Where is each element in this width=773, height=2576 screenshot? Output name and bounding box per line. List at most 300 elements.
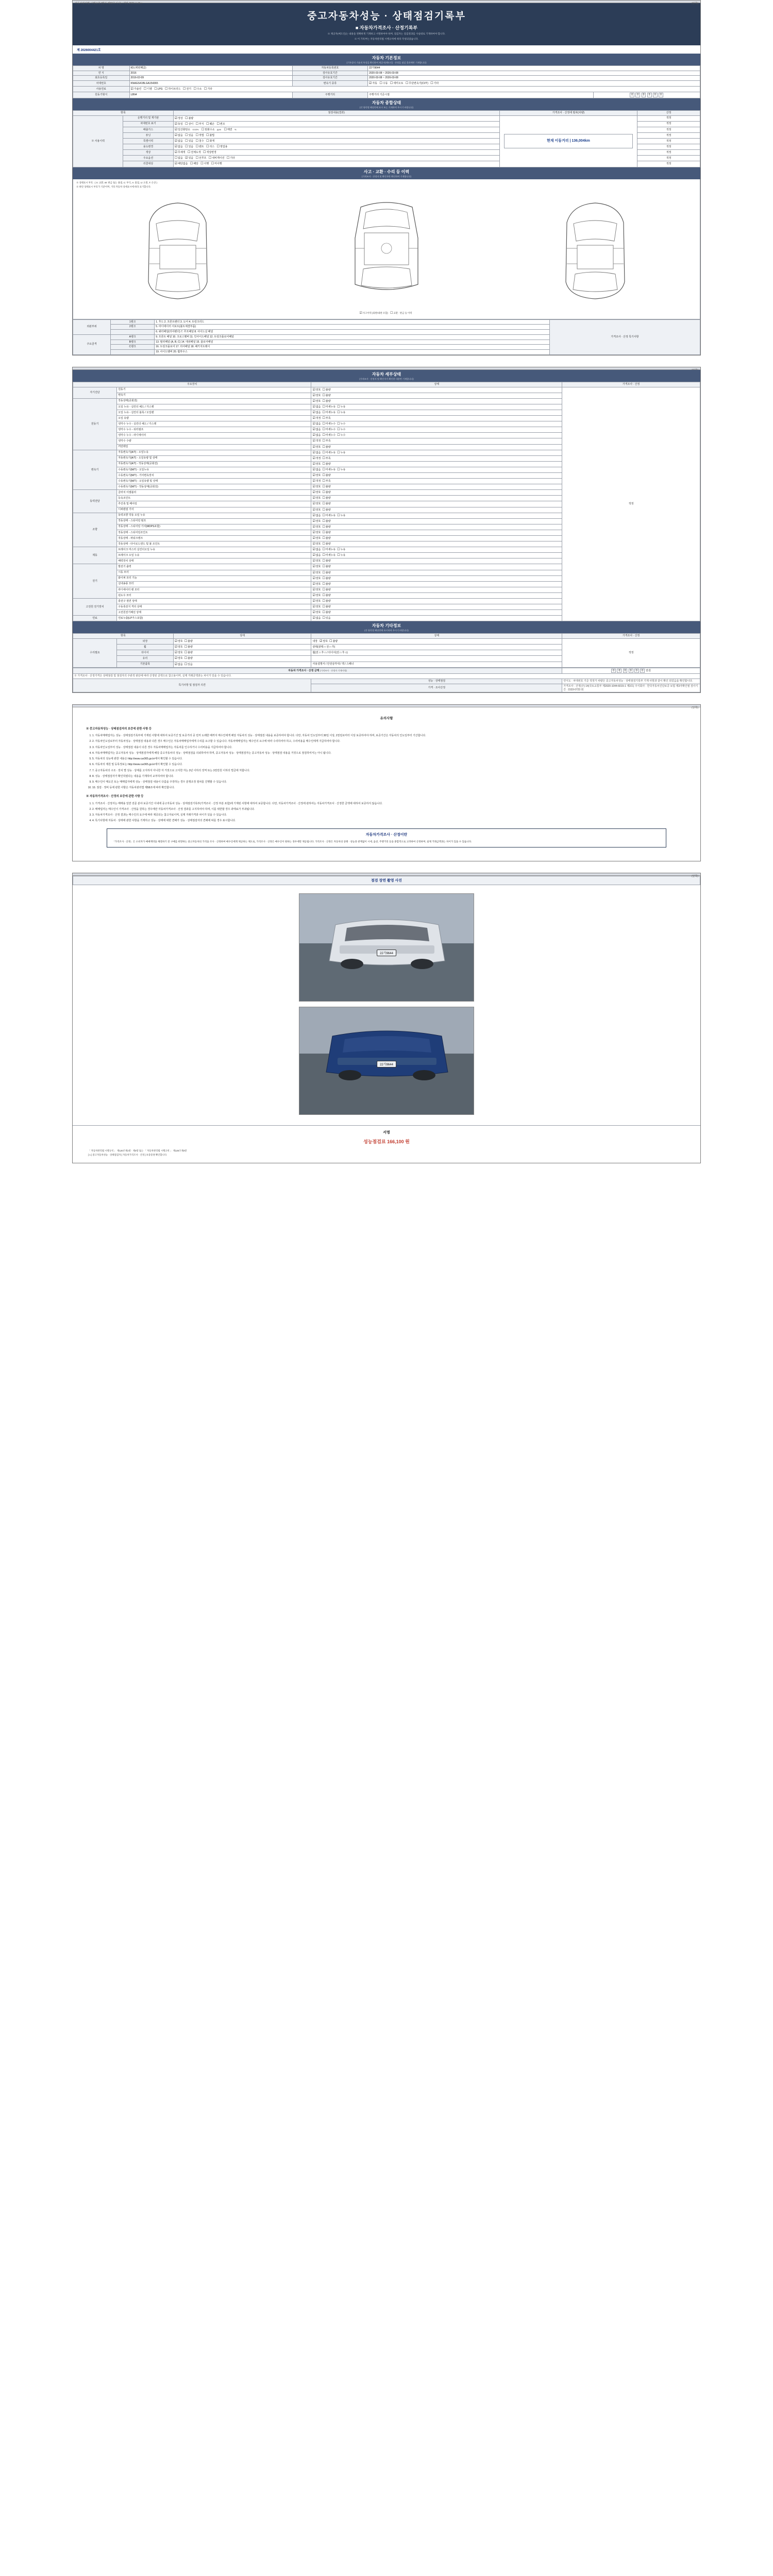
section-detail-note: (가격조사 · 산정자 및 확인자가 확인한 내용만 기재합니다) (359, 377, 414, 380)
detail-group-label: 원동기 (73, 398, 117, 450)
etc-row-label: 외장 (117, 639, 174, 645)
emission-smoke-value: % (234, 128, 237, 131)
detail-col-state: 상태 (311, 382, 562, 387)
detail-option-불량[interactable]: ☐ 불량 (323, 605, 331, 609)
detail-option-있음[interactable]: ☐ 있음 (323, 616, 331, 620)
detail-option-부족[interactable]: ☐ 부족 (323, 479, 331, 483)
digit-6: 0 (659, 93, 663, 97)
etc-row-label2: 광택(광택 □ 전 □ 후) (312, 645, 335, 649)
chk-smoke[interactable]: ☐ 매연 (224, 128, 232, 132)
notice-list-1 (86, 734, 687, 790)
detail-item-label: 브레이크 오일 누유 (117, 553, 311, 558)
detail-option-불량[interactable]: ☐ 불량 (323, 531, 331, 535)
amount-digit-6: 0 (640, 669, 645, 673)
detail-option-불량[interactable]: ☐ 불량 (323, 588, 331, 592)
detail-option-누유[interactable]: ☐ 누유 (337, 405, 345, 409)
chk-same[interactable]: ☑ 동일 (175, 122, 183, 126)
detail-option-미세누수[interactable]: ☐ 미세누수 (323, 428, 336, 432)
detail-item-options (311, 472, 562, 478)
etc-row-label2: 내장 (312, 640, 318, 643)
chk-alter[interactable]: ☐ 변조 (217, 122, 225, 126)
detail-item-label: 실내송풍 모터 (117, 581, 311, 587)
fuel-diesel[interactable]: ☐ 디젤 (144, 87, 152, 91)
chk-color-change[interactable]: ☐ 색상변경 (203, 150, 216, 155)
etc-option-양호[interactable]: ☑ 양호 (175, 639, 183, 643)
chk-recall-notdone[interactable]: ☐ 미이행 (211, 162, 222, 166)
table-row (73, 81, 700, 87)
table-row (73, 76, 700, 81)
chk-flood[interactable]: ☐ 침수 (196, 139, 204, 143)
car-diagram-top (343, 192, 430, 310)
row-label-7: 주요옵션 (123, 156, 173, 161)
fuel-lpg[interactable]: ☐ LPG (154, 87, 162, 91)
transmission-auto[interactable]: ☑ 자동 (369, 81, 377, 86)
detail-option-불량[interactable]: ☐ 불량 (323, 542, 331, 546)
detail-option-양호[interactable]: ☑ 양호 (312, 582, 321, 586)
chk-usage-yes[interactable]: ☐ 있음 (185, 145, 193, 149)
detail-option-불량[interactable]: ☐ 불량 (323, 599, 331, 603)
etc-option2-불량[interactable]: ☐ 불량 (329, 639, 338, 643)
detail-option-없음[interactable]: ☑ 없음 (312, 514, 321, 518)
detail-option-적정[interactable]: ☑ 적정 (312, 456, 321, 461)
amount-digit-4: 0 (629, 669, 633, 673)
detail-option-불량[interactable]: ☐ 불량 (323, 611, 331, 615)
table-row (73, 639, 700, 645)
detail-item-options (311, 507, 562, 513)
notice-item: 8. 8. 성능 · 상태점검자가 확인하였다는 내용을 기재하여 교부하여야 합니다. (92, 774, 687, 779)
detail-item-options (311, 490, 562, 496)
detail-option-없음[interactable]: ☑ 없음 (312, 433, 321, 437)
detail-option-누수[interactable]: ☐ 누수 (337, 428, 345, 432)
detail-option-부족[interactable]: ☐ 부족 (323, 456, 331, 461)
detail-option-불량[interactable]: ☐ 불량 (323, 577, 331, 581)
detail-option-미세누유[interactable]: ☐ 미세누유 (323, 468, 336, 472)
detail-option-양호[interactable]: ☑ 양호 (312, 605, 321, 609)
detail-option-미세누수[interactable]: ☐ 미세누수 (323, 433, 336, 437)
transmission-semi[interactable]: ☐ 세미오토 (390, 81, 404, 86)
chk-normal[interactable]: ☑ 정상 (175, 116, 183, 121)
chk-color-orig[interactable]: ☑ 무채색 (175, 150, 186, 155)
chk-rent[interactable]: ☐ 렌트 (196, 145, 204, 149)
section-overall-label: 자동차 종합상태 (372, 100, 401, 105)
chk-tuning-none[interactable]: ☑ 없음 (175, 133, 183, 138)
detail-option-없음[interactable]: ☑ 없음 (312, 553, 321, 557)
chk-tuning-legal[interactable]: ☐ 적법 (196, 133, 204, 138)
detail-item-options (311, 570, 562, 575)
row-result-7: 적정 (637, 156, 700, 161)
section-basic-title (73, 54, 700, 65)
row-label-4: 특별이력 (123, 139, 173, 144)
engine-value: L8N4 (129, 92, 292, 98)
detail-option-불량[interactable]: ☐ 불량 (323, 571, 331, 575)
transmission-cvt[interactable]: ☐ 무단변속기(CVT) (406, 81, 428, 86)
table-row (73, 92, 700, 98)
detail-option-양호[interactable]: ☑ 양호 (312, 490, 321, 495)
inspector-opinion-label: 특기사항 및 점검자 의견 (73, 679, 311, 692)
detail-option-불량[interactable]: ☐ 불량 (323, 490, 331, 495)
fee-value: 166,100 원 (387, 1139, 410, 1145)
digit-2: 0 (635, 93, 640, 97)
detail-item-options (311, 513, 562, 518)
detail-option-불량[interactable]: ☐ 불량 (323, 388, 331, 392)
detail-item-options (311, 416, 562, 421)
detail-option-불량[interactable]: ☐ 불량 (323, 536, 331, 540)
frame-rank-1: A랭크 (111, 334, 155, 340)
etc-col-state2: 상태 (311, 634, 562, 639)
chk-option-etc[interactable]: ☐ 기타 (227, 156, 235, 160)
license-plate-front: 22가9644 (377, 950, 396, 956)
detail-item-label: 냉각수 누수 - 라디에이터 (117, 433, 311, 438)
section-basic-note: (기록상의 기술적 특성을 확인하여 제공자(매도인) · 산정을 점검 결과에만 기재합니다) (346, 61, 427, 64)
fuel-hydrogen[interactable]: ☐ 수소 (193, 87, 201, 91)
notice-lead-2: ※ 자동차가격조사 · 산정의 보증에 관한 사항 등 (86, 795, 144, 799)
detail-item-label: 클러치 어셈블리 (117, 490, 311, 496)
sheet3-topbar (73, 705, 700, 710)
section-accident-label: 사고 · 교환 · 수리 등 이력 (363, 169, 410, 174)
sheet-4 (72, 873, 701, 1163)
etc-option-불량[interactable]: ☐ 불량 (184, 656, 193, 660)
detail-option-양호[interactable]: ☑ 양호 (312, 394, 321, 398)
row-result-8: 적정 (637, 161, 700, 167)
chk-co[interactable]: ☑ 일산화탄소 (175, 128, 191, 132)
detail-option-양호[interactable]: ☑ 양호 (312, 388, 321, 392)
detail-option-불량[interactable]: ☐ 불량 (323, 473, 331, 478)
row-label-8: 리콜대상 (123, 161, 173, 167)
chk-damage[interactable]: ☐ 훼손 (206, 122, 214, 126)
detail-item-options (311, 610, 562, 616)
detail-option-누유[interactable]: ☐ 누유 (337, 548, 345, 552)
row-label-3: 튜닝 (123, 133, 173, 139)
amount-unit: 만원 (646, 669, 651, 672)
chk-special-none[interactable]: ☑ 없음 (175, 139, 183, 143)
detail-option-양호[interactable]: ☑ 양호 (312, 531, 321, 535)
detail-option-없음[interactable]: ☑ 없음 (312, 422, 321, 426)
detail-option-미세누유[interactable]: ☐ 미세누유 (323, 411, 336, 415)
detail-option-미세누유[interactable]: ☐ 미세누유 (323, 451, 336, 455)
detail-option-누유[interactable]: ☐ 누유 (337, 468, 345, 472)
detail-option-불량[interactable]: ☐ 불량 (323, 559, 331, 563)
detail-option-없음[interactable]: ☑ 없음 (312, 428, 321, 432)
section-etc-title (73, 621, 700, 633)
price-title-note: (가격조사 · 산정자 기재사항) (320, 669, 347, 672)
etc-row-options (173, 645, 311, 650)
etc-option-양호[interactable]: ☑ 양호 (175, 656, 183, 660)
detail-option-불량[interactable]: ☐ 불량 (323, 502, 331, 506)
chk-special-yes[interactable]: ☐ 있음 (185, 139, 193, 143)
detail-option-누유[interactable]: ☐ 누유 (337, 411, 345, 415)
chk-option-none[interactable]: ☐ 없음 (175, 156, 183, 160)
document-number-value: 2026004421호 (80, 48, 101, 52)
inspection-label: 검사유효기간 (292, 71, 367, 76)
detail-option-미세누유[interactable]: ☐ 미세누유 (323, 548, 336, 552)
detail-item-options (311, 553, 562, 558)
panel-rank-3 (111, 330, 155, 335)
detail-option-불량[interactable]: ☐ 불량 (323, 594, 331, 598)
detail-item-label: 자동변속기(A/T) - 작동상태(공회전) (117, 461, 311, 467)
detail-option-양호[interactable]: ☑ 양호 (312, 594, 321, 598)
detail-item-label: 오일 누유 - 실린더 헤드 / 가스켓 (117, 404, 311, 410)
engine-label: 원동기형식 (73, 92, 130, 98)
chk-exchange[interactable]: ☐ 교환 · 판금 등 이력 (390, 311, 412, 315)
detail-item-label: 시동 모터 (117, 570, 311, 575)
fuel-electric[interactable]: ☐ 전기 (183, 87, 191, 91)
amount-digit-3: 0 (623, 669, 628, 673)
detail-option-양호[interactable]: ☑ 양호 (312, 565, 321, 569)
detail-option-양호[interactable]: ☑ 양호 (312, 496, 321, 500)
fuel-options (129, 87, 700, 92)
fuel-hybrid[interactable]: ☐ 하이브리드 (165, 87, 181, 91)
detail-option-양호[interactable]: ☑ 양호 (312, 588, 321, 592)
detail-item-options (311, 404, 562, 410)
detail-option-없음[interactable]: ☑ 없음 (312, 451, 321, 455)
etc-option-양호[interactable]: ☑ 양호 (175, 645, 183, 649)
detail-item-label: 냉각수 누수 - 워터펌프 (117, 427, 311, 433)
chk-sunroof[interactable]: ☐ 선루프 (196, 156, 207, 160)
notice-item: 5. 5. 자동차의 성능에 관한 내용은 http://www.car365.go.kr에서 확인할 수 있습니다. (92, 757, 687, 761)
detail-option-양호[interactable]: ☑ 양호 (312, 502, 321, 506)
detail-option-불량[interactable]: ☐ 불량 (323, 496, 331, 500)
transmission-manual[interactable]: ☐ 수동 (379, 81, 388, 86)
table-header-row (73, 382, 700, 387)
row-result-5: 적정 (637, 144, 700, 150)
row-checks-0 (173, 115, 499, 121)
detail-item-label: 발전기 출력 (117, 564, 311, 570)
chk-fire[interactable]: ☐ 화재 (206, 139, 214, 143)
sheet-1 (72, 0, 701, 355)
fuel-other[interactable]: ☐ 기타 (204, 87, 212, 91)
chk-business[interactable]: ☐ 영업용 (217, 145, 228, 149)
detail-option-미세누유[interactable]: ☐ 미세누유 (323, 514, 336, 518)
opinion-row-1-label: 가격 · 조사산정 (311, 684, 562, 692)
etc-option-불량[interactable]: ☐ 불량 (184, 639, 193, 643)
detail-option-없음[interactable]: ☑ 없음 (312, 468, 321, 472)
detail-item-label: 수동변속기(M/T) - 오일유량 및 상태 (117, 479, 311, 484)
etc-option2-양호[interactable]: ☑ 양호 (320, 639, 328, 643)
notice-item: 10. 10. 점검 · 정비 등에 관한 사항은 자동차관리법 제58조에 따라 확인합니다. (92, 786, 687, 790)
fuel-gasoline[interactable]: ☑ 가솔린 (131, 87, 142, 91)
detail-item-options (311, 616, 562, 621)
detail-option-누수[interactable]: ☐ 누수 (337, 433, 345, 437)
detail-option-불량[interactable]: ☐ 불량 (323, 508, 331, 512)
detail-option-양호[interactable]: ☑ 양호 (312, 571, 321, 575)
detail-item-label: 브레이크 마스터 실린더오일 누유 (117, 547, 311, 553)
reg-no-label: 자동차등록번호 (292, 65, 367, 71)
damage-diagram-area (73, 179, 700, 319)
signature-title: 서명 (383, 1131, 390, 1135)
row-result-0: 적정 (637, 115, 700, 121)
chk-recall-done[interactable]: ☐ 이행 (200, 162, 209, 166)
footnote-2: [ 1 ] 중고자동차성능 · 상태점검자 [ 자동차가격조사 · 산정 ] 보증증권 확인합니다. (88, 1153, 167, 1156)
opinion-row-0-value: 연식도 · 차대번호 기준 적정가 차량은 중고자동차성능 · 상태점검기록부 기재 사항과 같이 확인 되었음을 확인합니다. (562, 679, 700, 684)
etc-right-note: 적정 (562, 639, 700, 667)
detail-option-부족[interactable]: ☐ 부족 (323, 439, 331, 443)
detail-option-불량[interactable]: ☐ 불량 (323, 445, 331, 449)
detail-option-양호[interactable]: ☑ 양호 (312, 577, 321, 581)
detail-option-부족[interactable]: ☐ 부족 (323, 416, 331, 420)
chk-usage-none[interactable]: ☑ 없음 (175, 145, 183, 149)
detail-item-options (311, 536, 562, 541)
table-row (73, 668, 700, 674)
detail-item-options (311, 450, 562, 455)
chk-hc[interactable]: ☐ 탄화수소 (201, 128, 215, 132)
vehicle-photo-front (299, 893, 474, 1002)
detail-item-options (311, 547, 562, 553)
detail-option-양호[interactable]: ☑ 양호 (312, 508, 321, 512)
detail-item-label: 배력장치 상태 (117, 558, 311, 564)
mileage-sub: 주행거리 기준시점 (367, 92, 593, 98)
detail-item-label: 수동변속기(M/T) - 작동상태(공회전) (117, 484, 311, 490)
row-result-1: 적정 (637, 121, 700, 127)
detail-item-options (311, 398, 562, 404)
notice-item: 6. 6. 자동차의 제원 및 등록정보는 http://www.car365.go.kr에서 확인할 수 있습니다. (92, 762, 687, 767)
etc-option-불량[interactable]: ☐ 불량 (184, 645, 193, 649)
chk-recall-na[interactable]: ☑ 해당없음 (175, 162, 188, 166)
etc-option-불량[interactable]: ☐ 불량 (184, 651, 193, 655)
detail-option-미세누유[interactable]: ☐ 미세누유 (323, 405, 336, 409)
diagram-caption (76, 311, 697, 315)
etc-option-양호[interactable]: ☑ 양호 (175, 651, 183, 655)
basic-info-table (73, 65, 700, 98)
document-title: 중고자동차성능 · 상태점검기록부 (307, 11, 466, 22)
detail-option-양호[interactable]: ☑ 양호 (312, 473, 321, 478)
license-plate-rear: 22가9644 (377, 1061, 396, 1067)
amount-digit-2: 0 (617, 669, 621, 673)
detail-group-label: 연료 (73, 616, 117, 621)
car-diagrams (76, 190, 697, 311)
detail-option-불량[interactable]: ☐ 불량 (323, 462, 331, 466)
detail-option-불량[interactable]: ☐ 불량 (323, 525, 331, 529)
notice-item: 4. 4. 특기사항에 자동차 · 상태에 관한 사항을 기재하고 성능 · 상태에 대한 견해가 성능 · 상태점검자의 견해에 따를 경우 표시합니다. (92, 819, 687, 823)
detail-option-적정[interactable]: ☑ 적정 (312, 479, 321, 483)
detail-option-불량[interactable]: ☐ 불량 (323, 519, 331, 523)
detail-option-양호[interactable]: ☑ 양호 (312, 542, 321, 546)
overall-side-note (499, 115, 637, 167)
chk-option-yes[interactable]: ☑ 있음 (185, 156, 193, 160)
chk-color-full[interactable]: ☐ 전체도색 (188, 150, 201, 155)
document-page (0, 0, 773, 1163)
detail-option-누유[interactable]: ☐ 누유 (337, 451, 345, 455)
parts-rank-table (73, 319, 700, 355)
detail-item-label: 작동상태 - 스티어링 기어(MDPS포함) (117, 524, 311, 530)
etc-option-없음[interactable]: ☑ 없음 (175, 663, 183, 667)
detail-item-label: 커먼레일 (117, 444, 311, 450)
notice-item: 3. 3. 자동차인도일부터 성능 · 상태점검 내용이 다른 경우 자동차매매업자는 자동차를 인수하거나 수리비용을 지급하여야 합니다. (92, 745, 687, 750)
opinion-row-0-label: 성능 · 상태점검 (311, 679, 562, 684)
detail-option-양호[interactable]: ☑ 양호 (312, 462, 321, 466)
detail-option-불량[interactable]: ☐ 불량 (323, 565, 331, 569)
detail-option-적정[interactable]: ☑ 적정 (312, 439, 321, 443)
detail-option-양호[interactable]: ☑ 양호 (312, 611, 321, 615)
etc-row-label: 기본품목 (117, 662, 174, 667)
digit-4: 0 (647, 93, 652, 97)
detail-option-미세누수[interactable]: ☐ 미세누수 (323, 422, 336, 426)
frame-group-label: 주요골격 (73, 334, 111, 354)
panel-items-2: 5. 라디에이터 서포트(볼트체결부품) (155, 325, 550, 330)
section-basic-label: 자동차 기본정보 (372, 55, 401, 60)
detail-group-label: 고전원 전기장치 (73, 599, 117, 616)
row-checks-6 (173, 150, 499, 156)
row-label-0: 운행거리 및 계기판 (123, 115, 173, 121)
accident-right-note: 가격조사 · 산정 특기사항 (549, 319, 700, 354)
detail-item-options (311, 484, 562, 490)
detail-option-양호[interactable]: ☑ 양호 (312, 445, 321, 449)
panel-rank-1: 1랭크 (111, 319, 155, 325)
detail-option-누수[interactable]: ☐ 누수 (337, 422, 345, 426)
chk-accident-none[interactable]: ☑ 사고이력 (외판/내판 포함) (359, 311, 388, 315)
transmission-other[interactable]: ☐ 기타 (430, 81, 439, 86)
inspection2-label: 검사유효기간 (292, 76, 367, 81)
detail-option-양호[interactable]: ☑ 양호 (312, 485, 321, 489)
chk-lease[interactable]: ☐ 리스 (206, 145, 214, 149)
chk-tuning-yes[interactable]: ☐ 있음 (185, 133, 193, 138)
detail-option-적정[interactable]: ☑ 적정 (312, 416, 321, 420)
sheet-topbar (73, 1, 700, 3)
chk-diff[interactable]: ☐ 상이 (185, 122, 193, 126)
detail-option-없음[interactable]: ☑ 없음 (312, 405, 321, 409)
frame-items-4: 19. 사이드멤버 20. 휠하우스 (155, 350, 550, 355)
chk-navi[interactable]: ☐ 내비게이션 (209, 156, 225, 160)
chk-recall-yes[interactable]: ☐ 해당 (190, 162, 198, 166)
section-accident-title (73, 167, 700, 179)
chk-tuning-illegal[interactable]: ☐ 불법 (206, 133, 214, 138)
panel-group-label: 외판부위 (73, 319, 111, 334)
detail-option-불량[interactable]: ☐ 불량 (323, 582, 331, 586)
detail-option-미세누유[interactable]: ☐ 미세누유 (323, 553, 336, 557)
row-checks-4 (173, 139, 499, 144)
detail-option-양호[interactable]: ☑ 양호 (312, 525, 321, 529)
detail-option-양호[interactable]: ☑ 양호 (312, 519, 321, 523)
detail-option-누유[interactable]: ☐ 누유 (337, 553, 345, 557)
etc-col-state: 상태 (173, 634, 311, 639)
frame-rank-3: C랭크 (111, 345, 155, 350)
sheet-3 (72, 704, 701, 861)
row-result-2: 적정 (637, 127, 700, 132)
amount-digit-5: 0 (634, 669, 639, 673)
etc-row-options (173, 639, 311, 645)
notice-section (73, 707, 700, 861)
detail-item-label: 작동상태 - 스티어링 펌프 (117, 518, 311, 524)
chk-corrosion[interactable]: ☐ 부식 (196, 122, 204, 126)
photo-wrap (73, 885, 700, 1125)
detail-option-없음[interactable]: ☑ 없음 (312, 616, 321, 620)
mileage-digits (594, 92, 700, 98)
chk-bad[interactable]: ☐ 불량 (185, 116, 193, 121)
mileage-label: 주행거리 (292, 92, 367, 98)
model-value: K5 (세번째급) (129, 65, 292, 71)
row-result-4: 적정 (637, 139, 700, 144)
detail-option-없음[interactable]: ☑ 없음 (312, 411, 321, 415)
detail-option-양호[interactable]: ☑ 양호 (312, 536, 321, 540)
detail-option-없음[interactable]: ☑ 없음 (312, 548, 321, 552)
detail-option-불량[interactable]: ☐ 불량 (323, 485, 331, 489)
detail-option-불량[interactable]: ☐ 불량 (323, 399, 331, 403)
section-detail-title (73, 370, 700, 382)
section-overall-note: (각 항목별 해당란에 표시 또는 기재하여 주시기 바랍니다) (360, 106, 413, 109)
detail-option-양호[interactable]: ☑ 양호 (312, 599, 321, 603)
etc-option-있음[interactable]: ☐ 있음 (184, 663, 193, 667)
detail-option-양호[interactable]: ☑ 양호 (312, 559, 321, 563)
detail-option-양호[interactable]: ☑ 양호 (312, 399, 321, 403)
fuel-label: 사용연료 (73, 87, 130, 92)
document-number-row (73, 45, 700, 54)
detail-item-options (311, 587, 562, 592)
detail-option-누유[interactable]: ☐ 누유 (337, 514, 345, 518)
detail-item-label: 구동축전지 격리 상태 (117, 604, 311, 610)
row-label-1: 차대번호 표기 (123, 121, 173, 127)
year-value: 2016 (129, 71, 292, 76)
detail-item-label: 자동변속기(A/T) - 오일누유 (117, 450, 311, 455)
detail-option-불량[interactable]: ☐ 불량 (323, 394, 331, 398)
